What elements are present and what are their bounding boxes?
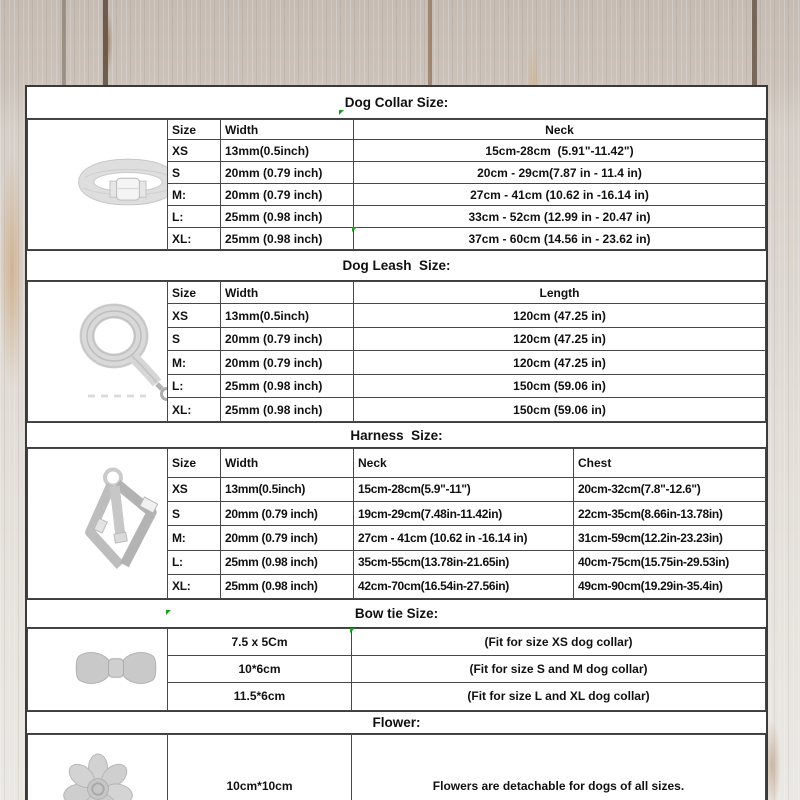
flower-fit-cell: Flowers are detachable for dogs of all sizes. bbox=[352, 735, 766, 800]
flower-photo-wrap bbox=[32, 763, 163, 800]
size-cell: XL: bbox=[168, 574, 221, 598]
bowtie-photo bbox=[72, 643, 160, 693]
green-flag-marker-icon bbox=[350, 628, 355, 633]
width-cell: 13mm(0.5inch) bbox=[221, 140, 354, 162]
width-cell: 20mm (0.79 inch) bbox=[221, 502, 354, 526]
length-cell: 120cm (47.25 in) bbox=[354, 351, 766, 375]
size-cell: M: bbox=[168, 526, 221, 550]
chest-cell: 22cm-35cm(8.66in-13.78in) bbox=[574, 502, 766, 526]
width-cell: 20mm (0.79 inch) bbox=[221, 351, 354, 375]
width-cell: 25mm (0.98 inch) bbox=[221, 206, 354, 228]
table-row bbox=[28, 629, 766, 656]
table-row bbox=[28, 735, 766, 800]
harness-section-title bbox=[27, 422, 766, 448]
bowtie-size-table bbox=[27, 628, 766, 711]
green-flag-marker-icon bbox=[166, 610, 171, 615]
green-flag-marker-icon bbox=[339, 110, 344, 115]
size-cell: XL: bbox=[168, 398, 221, 422]
bowtie-title-text: Bow tie Size: bbox=[354, 606, 439, 621]
leash-header-row bbox=[28, 282, 766, 304]
neck-cell: 15cm-28cm (5.91"-11.42") bbox=[354, 140, 766, 162]
collar-title-text: Dog Collar Size: bbox=[344, 95, 449, 110]
length-cell: 150cm (59.06 in) bbox=[354, 398, 766, 422]
size-cell: S bbox=[168, 327, 221, 351]
flower-section-title bbox=[27, 711, 766, 734]
size-cell: M: bbox=[168, 351, 221, 375]
size-cell: M: bbox=[168, 184, 221, 206]
size-cell: S bbox=[168, 502, 221, 526]
collar-col-width: Width bbox=[221, 120, 354, 140]
size-chart-board bbox=[25, 85, 768, 800]
neck-cell: 15cm-28cm(5.9"-11") bbox=[354, 477, 574, 501]
harness-title-text: Harness Size: bbox=[350, 427, 443, 443]
leash-size-table bbox=[27, 281, 766, 422]
harness-photo-cell bbox=[28, 449, 168, 599]
width-cell: 25mm (0.98 inch) bbox=[221, 398, 354, 422]
harness-header-row bbox=[28, 449, 766, 478]
leash-col-length: Length bbox=[354, 282, 766, 304]
width-cell: 25mm (0.98 inch) bbox=[221, 550, 354, 574]
size-cell: L: bbox=[168, 206, 221, 228]
length-cell: 120cm (47.25 in) bbox=[354, 304, 766, 328]
width-cell: 13mm(0.5inch) bbox=[221, 477, 354, 501]
width-cell: 20mm (0.79 inch) bbox=[221, 184, 354, 206]
collar-col-neck: Neck bbox=[354, 120, 766, 140]
collar-col-size: Size bbox=[168, 120, 221, 140]
collar-photo-cell bbox=[28, 120, 168, 250]
harness-size-table bbox=[27, 448, 766, 599]
harness-col-chest: Chest bbox=[574, 449, 766, 478]
harness-col-neck: Neck bbox=[354, 449, 574, 478]
bowtie-size-cell: 7.5 x 5Cm bbox=[168, 629, 352, 656]
flower-photo bbox=[62, 752, 134, 800]
neck-cell: 33cm - 52cm (12.99 in - 20.47 in) bbox=[354, 206, 766, 228]
flower-size-cell: 10cm*10cm bbox=[168, 735, 352, 800]
neck-cell: 37cm - 60cm (14.56 in - 23.62 in) bbox=[354, 228, 766, 250]
flower-photo-cell bbox=[28, 735, 168, 800]
neck-cell: 27cm - 41cm (10.62 in -16.14 in) bbox=[354, 184, 766, 206]
chest-cell: 31cm-59cm(12.2in-23.23in) bbox=[574, 526, 766, 550]
size-cell: XL: bbox=[168, 228, 221, 250]
collar-photo bbox=[72, 148, 167, 218]
size-cell: L: bbox=[168, 374, 221, 398]
width-cell: 25mm (0.98 inch) bbox=[221, 228, 354, 250]
neck-cell: 19cm-29cm(7.48in-11.42in) bbox=[354, 502, 574, 526]
bowtie-photo-cell bbox=[28, 629, 168, 711]
green-flag-marker-icon bbox=[352, 227, 357, 232]
bowtie-fit-cell: (Fit for size XS dog collar) bbox=[352, 629, 766, 656]
chest-cell: 20cm-32cm(7.8"-12.6") bbox=[574, 477, 766, 501]
leash-section-title bbox=[27, 250, 766, 281]
collar-size-table bbox=[27, 119, 766, 250]
neck-cell: 27cm - 41cm (10.62 in -16.14 in) bbox=[354, 526, 574, 550]
chest-cell: 49cm-90cm(19.29in-35.4in) bbox=[574, 574, 766, 598]
length-cell: 150cm (59.06 in) bbox=[354, 374, 766, 398]
flower-size-table bbox=[27, 734, 766, 800]
bowtie-section-title bbox=[27, 599, 766, 628]
size-cell: L: bbox=[168, 550, 221, 574]
size-cell: XS bbox=[168, 477, 221, 501]
width-cell: 20mm (0.79 inch) bbox=[221, 526, 354, 550]
width-cell: 20mm (0.79 inch) bbox=[221, 162, 354, 184]
bowtie-size-cell: 10*6cm bbox=[168, 655, 352, 682]
leash-photo bbox=[72, 296, 167, 404]
width-cell: 20mm (0.79 inch) bbox=[221, 327, 354, 351]
bowtie-size-cell: 11.5*6cm bbox=[168, 682, 352, 710]
collar-header-row bbox=[28, 120, 766, 140]
chest-cell: 40cm-75cm(15.75in-29.53in) bbox=[574, 550, 766, 574]
neck-cell: 35cm-55cm(13.78in-21.65in) bbox=[354, 550, 574, 574]
bowtie-fit-cell: (Fit for size L and XL dog collar) bbox=[352, 682, 766, 710]
leash-col-size: Size bbox=[168, 282, 221, 304]
bowtie-fit-cell: (Fit for size S and M dog collar) bbox=[352, 655, 766, 682]
flower-title-text: Flower: bbox=[372, 715, 421, 730]
leash-title-text: Dog Leash Size: bbox=[342, 258, 451, 273]
neck-cell: 42cm-70cm(16.54in-27.56in) bbox=[354, 574, 574, 598]
length-cell: 120cm (47.25 in) bbox=[354, 327, 766, 351]
size-cell: XS bbox=[168, 304, 221, 328]
collar-section-title bbox=[27, 87, 766, 119]
neck-cell: 20cm - 29cm(7.87 in - 11.4 in) bbox=[354, 162, 766, 184]
size-cell: S bbox=[168, 162, 221, 184]
harness-col-size: Size bbox=[168, 449, 221, 478]
leash-photo-cell bbox=[28, 282, 168, 422]
width-cell: 25mm (0.98 inch) bbox=[221, 574, 354, 598]
width-cell: 25mm (0.98 inch) bbox=[221, 374, 354, 398]
size-cell: XS bbox=[168, 140, 221, 162]
leash-col-width: Width bbox=[221, 282, 354, 304]
harness-col-width: Width bbox=[221, 449, 354, 478]
width-cell: 13mm(0.5inch) bbox=[221, 304, 354, 328]
harness-photo bbox=[68, 463, 167, 581]
